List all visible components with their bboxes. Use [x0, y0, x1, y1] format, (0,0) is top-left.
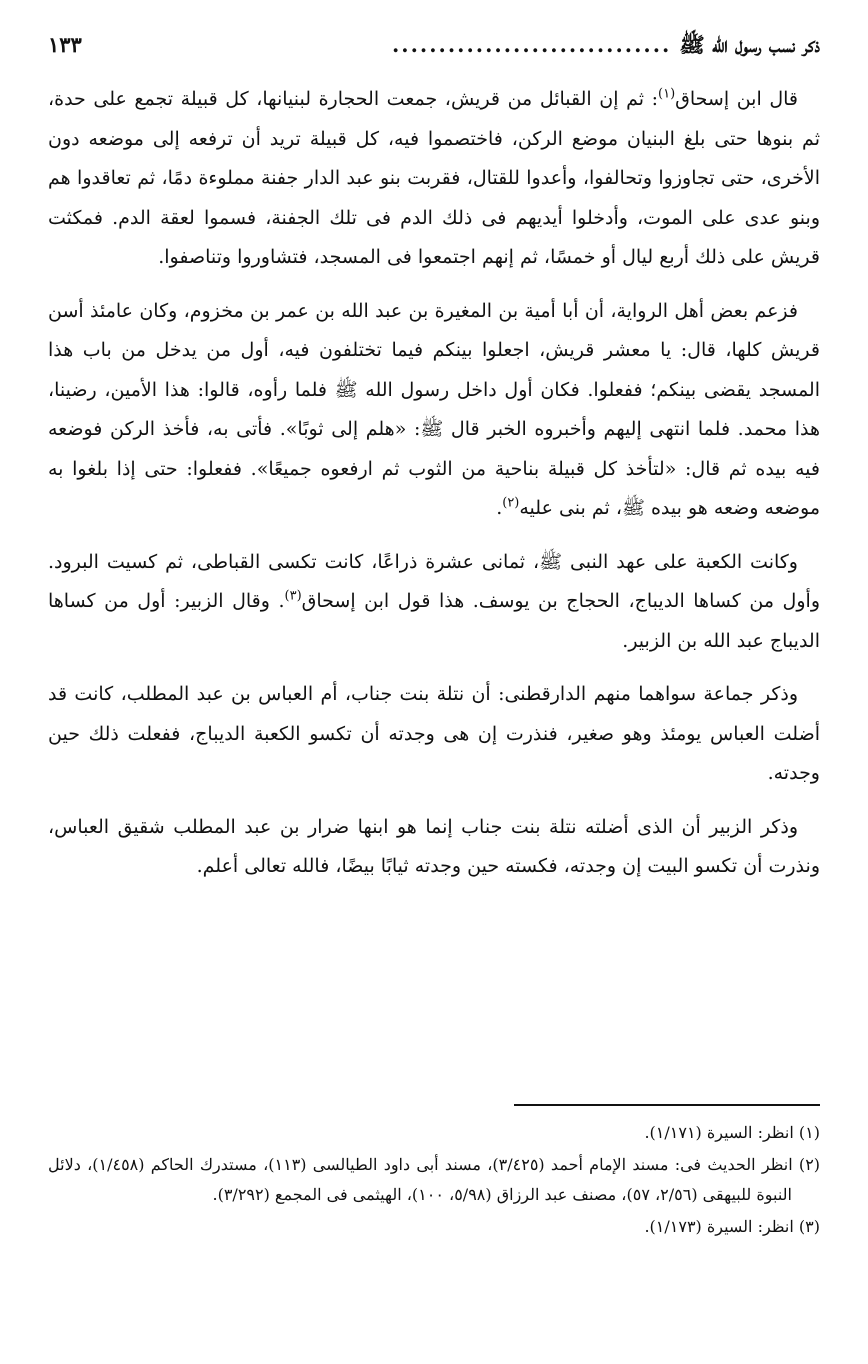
leader-dots: .............................. — [392, 32, 672, 57]
paragraph-text: : ثم إن القبائل من قريش، جمعت الحجارة لبنيانها، كل قبيلة تجمع على حدة، ثم بنوها حتى بلغ البنيان موضع الركن، فاختصموا فيه، كل قبيلة تريد أن ترفعه إلى موضعه دون الأخرى، حتى تجاوزوا وتحالفوا، وأعدوا للقتال، فقربت بنو عبد الدار جفنة مملوءة دمًا، ثم تعاقدوا هم وبنو عدى على الموت، وأدخلوا أيديهم فى ذلك الدم فى تلك الجفنة، فسموا لعقة الدم. فمكثت قريش على ذلك أربع ليال أو خمسًا، ثم إنهم اجتمعوا فى المسجد، فتشاوروا وتناصفوا. — [48, 88, 820, 268]
paragraph-2 — [48, 292, 820, 529]
body-text — [48, 80, 820, 887]
running-head — [48, 28, 820, 64]
footnote-2: (٢) انظر الحديث فى: مسند الإمام أحمد (٣/٤٢٥)، مسند أبى داود الطيالسى (١١٣)، مستدرك الحاكم (١/٤٥٨)، دلائل النبوة للبيهقى (٢/٥٦، ٥٧)، مصنف عبد الرزاق (٥/٩٨، ١٠٠)، الهيثمى فى المجمع (٣/٢٩٢). — [48, 1155, 821, 1204]
footnote-1: (١) انظر: السيرة (١/١٧١). — [644, 1123, 820, 1142]
paragraph-text: وذكر جماعة سواهما منهم الدارقطنى: أن نتلة بنت جناب، أم العباس بن عبد المطلب، كانت قد أضلت العباس يومئذ وهو صغير، فنذرت إن هى وجدته أن تكسو الكعبة الديباج، ففعلت ذلك حين وجدته. — [48, 683, 820, 784]
footnote-reference: (١) — [658, 86, 676, 102]
paragraph-5 — [48, 808, 820, 887]
running-head-title: ذكر نسب رسول الله ﷺ — [679, 32, 820, 57]
paragraph-text: . وقال الزبير: أول من كساها الديباج عبد الله بن الزبير. — [48, 590, 820, 652]
footnote-reference: (٣) — [284, 588, 302, 604]
footnote-reference: (٢) — [502, 495, 520, 511]
footnote-separator — [514, 1104, 820, 1106]
page-number: ١٣٣ — [48, 32, 82, 57]
footnote-3: (٣) انظر: السيرة (١/١٧٣). — [644, 1217, 820, 1236]
paragraph-4 — [48, 675, 820, 794]
paragraph-text: فزعم بعض أهل الرواية، أن أبا أمية بن المغيرة بن عبد الله بن عمر بن مخزوم، وكان عامئذ أسن قريش كلها، قال: يا معشر قريش، اجعلوا بينكم فيما تختلفون فيه، أول من يدخل من باب هذا المسجد يقضى بينكم؛ ففعلوا. فكان أول داخل رسول الله ﷺ فلما رأوه، قالوا: هذا الأمين، رضينا، هذا محمد. فلما انتهى إليهم وأخبروه الخبر قال ﷺ: «هلم إلى ثوبًا». فأتى به، فأخذ الركن فوضعه فيه بيده ثم قال: «لتأخذ كل قبيلة بناحية من الثوب ثم ارفعوه جميعًا». ففعلوا: حتى إذا بلغوا به موضعه وضعه هو بيده ﷺ، ثم بنى عليه — [48, 299, 820, 519]
paragraph-text: . — [496, 497, 503, 519]
paragraph-text: وذكر الزبير أن الذى أضلته نتلة بنت جناب إنما هو ابنها ضرار بن عبد المطلب شقيق العباس، ونذرت أن تكسو البيت إن وجدته، فكسته حين وجدته ثيابًا بيضًا، فالله تعالى أعلم. — [48, 815, 820, 877]
paragraph-text: وكانت الكعبة على عهد النبى ﷺ، ثمانى عشرة ذراعًا، كانت تكسى القباطى، ثم كسيت البرود. وأول من كساها الديباج، الحجاج بن يوسف. هذا قول ابن إسحاق — [48, 550, 820, 612]
page — [48, 28, 820, 901]
footnotes — [48, 1118, 820, 1244]
paragraph-text: قال ابن إسحاق — [675, 88, 798, 110]
paragraph-3 — [48, 543, 820, 662]
paragraph-1 — [48, 80, 820, 278]
